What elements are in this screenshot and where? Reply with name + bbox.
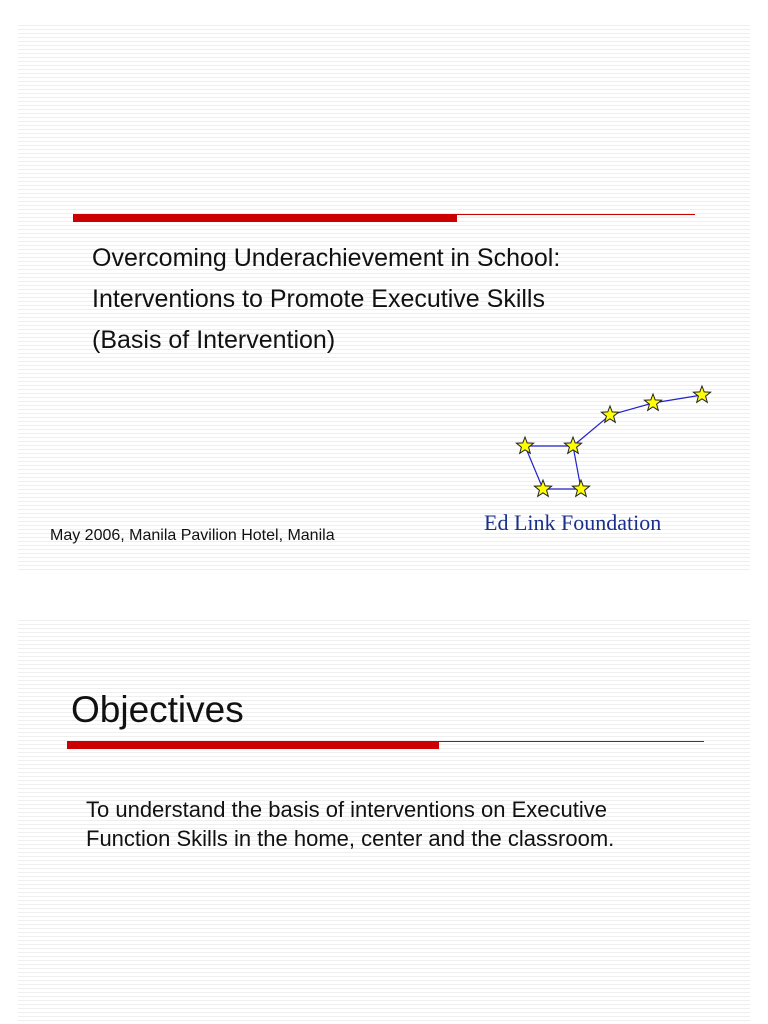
star-icon (564, 437, 581, 453)
foundation-name: Ed Link Foundation (484, 510, 662, 535)
title-accent-bar (73, 214, 457, 222)
slide-2 (18, 617, 750, 1024)
star-icon (516, 437, 533, 453)
star-icon (644, 394, 661, 410)
slide-1 (18, 22, 750, 572)
star-icon (572, 480, 589, 496)
event-date-location: May 2006, Manila Pavilion Hotel, Manila (50, 527, 335, 544)
star-icon (534, 480, 551, 496)
body-line: To understand the basis of interventions on Executive (86, 797, 607, 822)
title-line: (Basis of Intervention) (92, 326, 336, 354)
title-line: Overcoming Underachievement in School: (92, 244, 561, 272)
constellation-icon (508, 380, 718, 510)
title-accent-bar (67, 741, 439, 749)
title-accent-line (457, 214, 695, 215)
title-accent-line (439, 741, 704, 742)
slide-title: Objectives (71, 689, 244, 730)
body-line: Function Skills in the home, center and the classroom. (86, 826, 615, 851)
title-line: Interventions to Promote Executive Skills (92, 285, 545, 313)
objective-text (86, 795, 614, 853)
slide-title (92, 238, 560, 361)
star-icon (693, 386, 710, 402)
